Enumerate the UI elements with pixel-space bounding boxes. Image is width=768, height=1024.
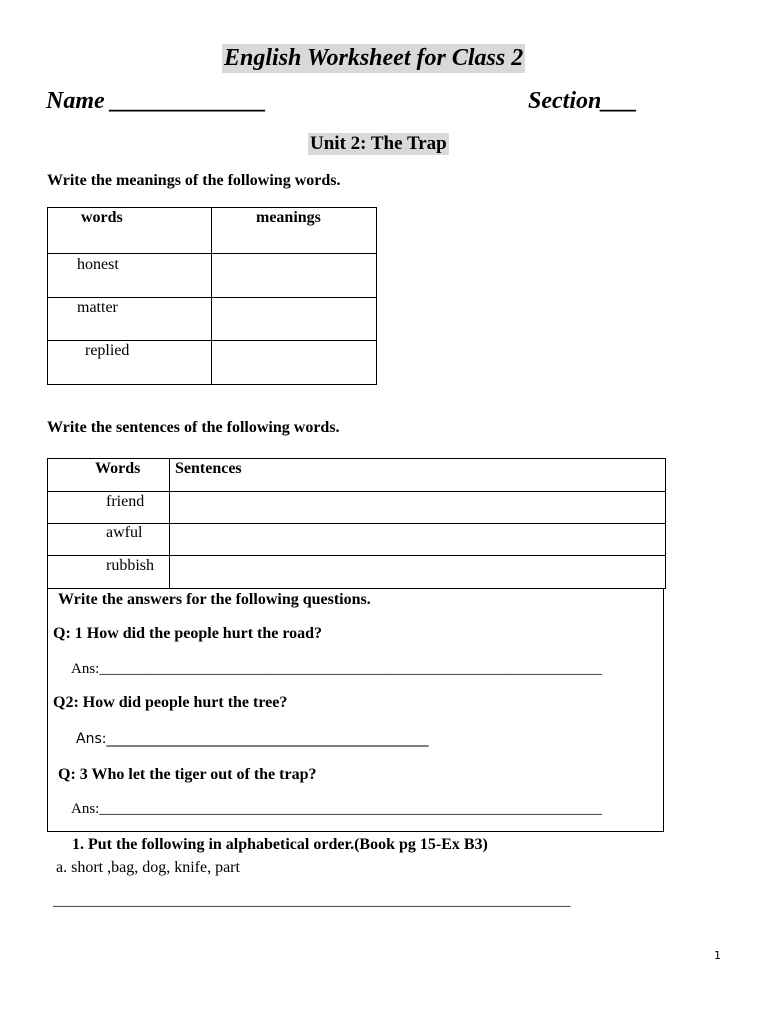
table-row <box>48 492 666 524</box>
meanings-table <box>47 207 377 385</box>
question-3: Q: 3 Who let the tiger out of the trap? <box>58 766 317 783</box>
word-cell <box>48 556 170 589</box>
word-awful: awful <box>106 524 143 541</box>
section-field-label: Section___ <box>528 88 638 114</box>
alphabetical-item-a: a. short ,bag, dog, knife, part <box>56 859 240 876</box>
sentences-instruction: Write the sentences of the following words. <box>47 419 340 436</box>
meanings-header-meanings <box>212 208 377 254</box>
sentence-answer-cell[interactable] <box>170 556 666 589</box>
word-cell <box>48 341 212 385</box>
table-row <box>48 341 377 385</box>
sentences-header-words <box>48 459 170 492</box>
meanings-header-meanings-text: meanings <box>256 209 321 226</box>
word-friend: friend <box>106 493 145 510</box>
table-row <box>48 298 377 341</box>
sentences-header-sentences <box>170 459 666 492</box>
question-1: Q: 1 How did the people hurt the road? <box>53 625 323 642</box>
sentence-answer-cell[interactable] <box>170 492 666 524</box>
meaning-answer-cell[interactable] <box>212 254 377 298</box>
answer-2-line[interactable]: Ans:______________________________________________ <box>76 731 429 747</box>
page-number: 1 <box>714 949 721 962</box>
questions-instruction: Write the answers for the following questions. <box>58 591 371 608</box>
meanings-header-words <box>48 208 212 254</box>
word-rubbish: rubbish <box>106 557 154 574</box>
word-cell <box>48 524 170 556</box>
sentences-header-words-text: Words <box>95 460 141 477</box>
answer-3-line[interactable]: Ans:___________________________________________________________________ <box>71 801 602 817</box>
meaning-answer-cell[interactable] <box>212 341 377 385</box>
alphabetical-answer-line[interactable]: _____________________________________________________________________ <box>53 893 571 909</box>
sentences-header-row <box>48 459 666 492</box>
table-row <box>48 524 666 556</box>
worksheet-title: English Worksheet for Class 2 <box>224 45 524 71</box>
name-field-label: Name _____________ <box>46 88 267 114</box>
sentences-table <box>47 458 666 589</box>
answer-1-line[interactable]: Ans:___________________________________________________________________ <box>71 661 602 677</box>
table-row <box>48 556 666 589</box>
alphabetical-heading: 1. Put the following in alphabetical order.(Book pg 15-Ex B3) <box>72 836 488 853</box>
word-cell <box>48 492 170 524</box>
question-2: Q2: How did people hurt the tree? <box>53 694 288 711</box>
word-cell <box>48 254 212 298</box>
sentence-answer-cell[interactable] <box>170 524 666 556</box>
meanings-instruction: Write the meanings of the following words. <box>47 172 341 189</box>
word-honest: honest <box>77 256 119 273</box>
sentences-header-sentences-text: Sentences <box>175 460 242 477</box>
word-cell <box>48 298 212 341</box>
word-replied: replied <box>85 342 130 359</box>
meanings-header-words-text: words <box>81 209 123 226</box>
meanings-header-row <box>48 208 377 254</box>
unit-title: Unit 2: The Trap <box>310 133 447 154</box>
table-row <box>48 254 377 298</box>
meaning-answer-cell[interactable] <box>212 298 377 341</box>
word-matter: matter <box>77 299 118 316</box>
